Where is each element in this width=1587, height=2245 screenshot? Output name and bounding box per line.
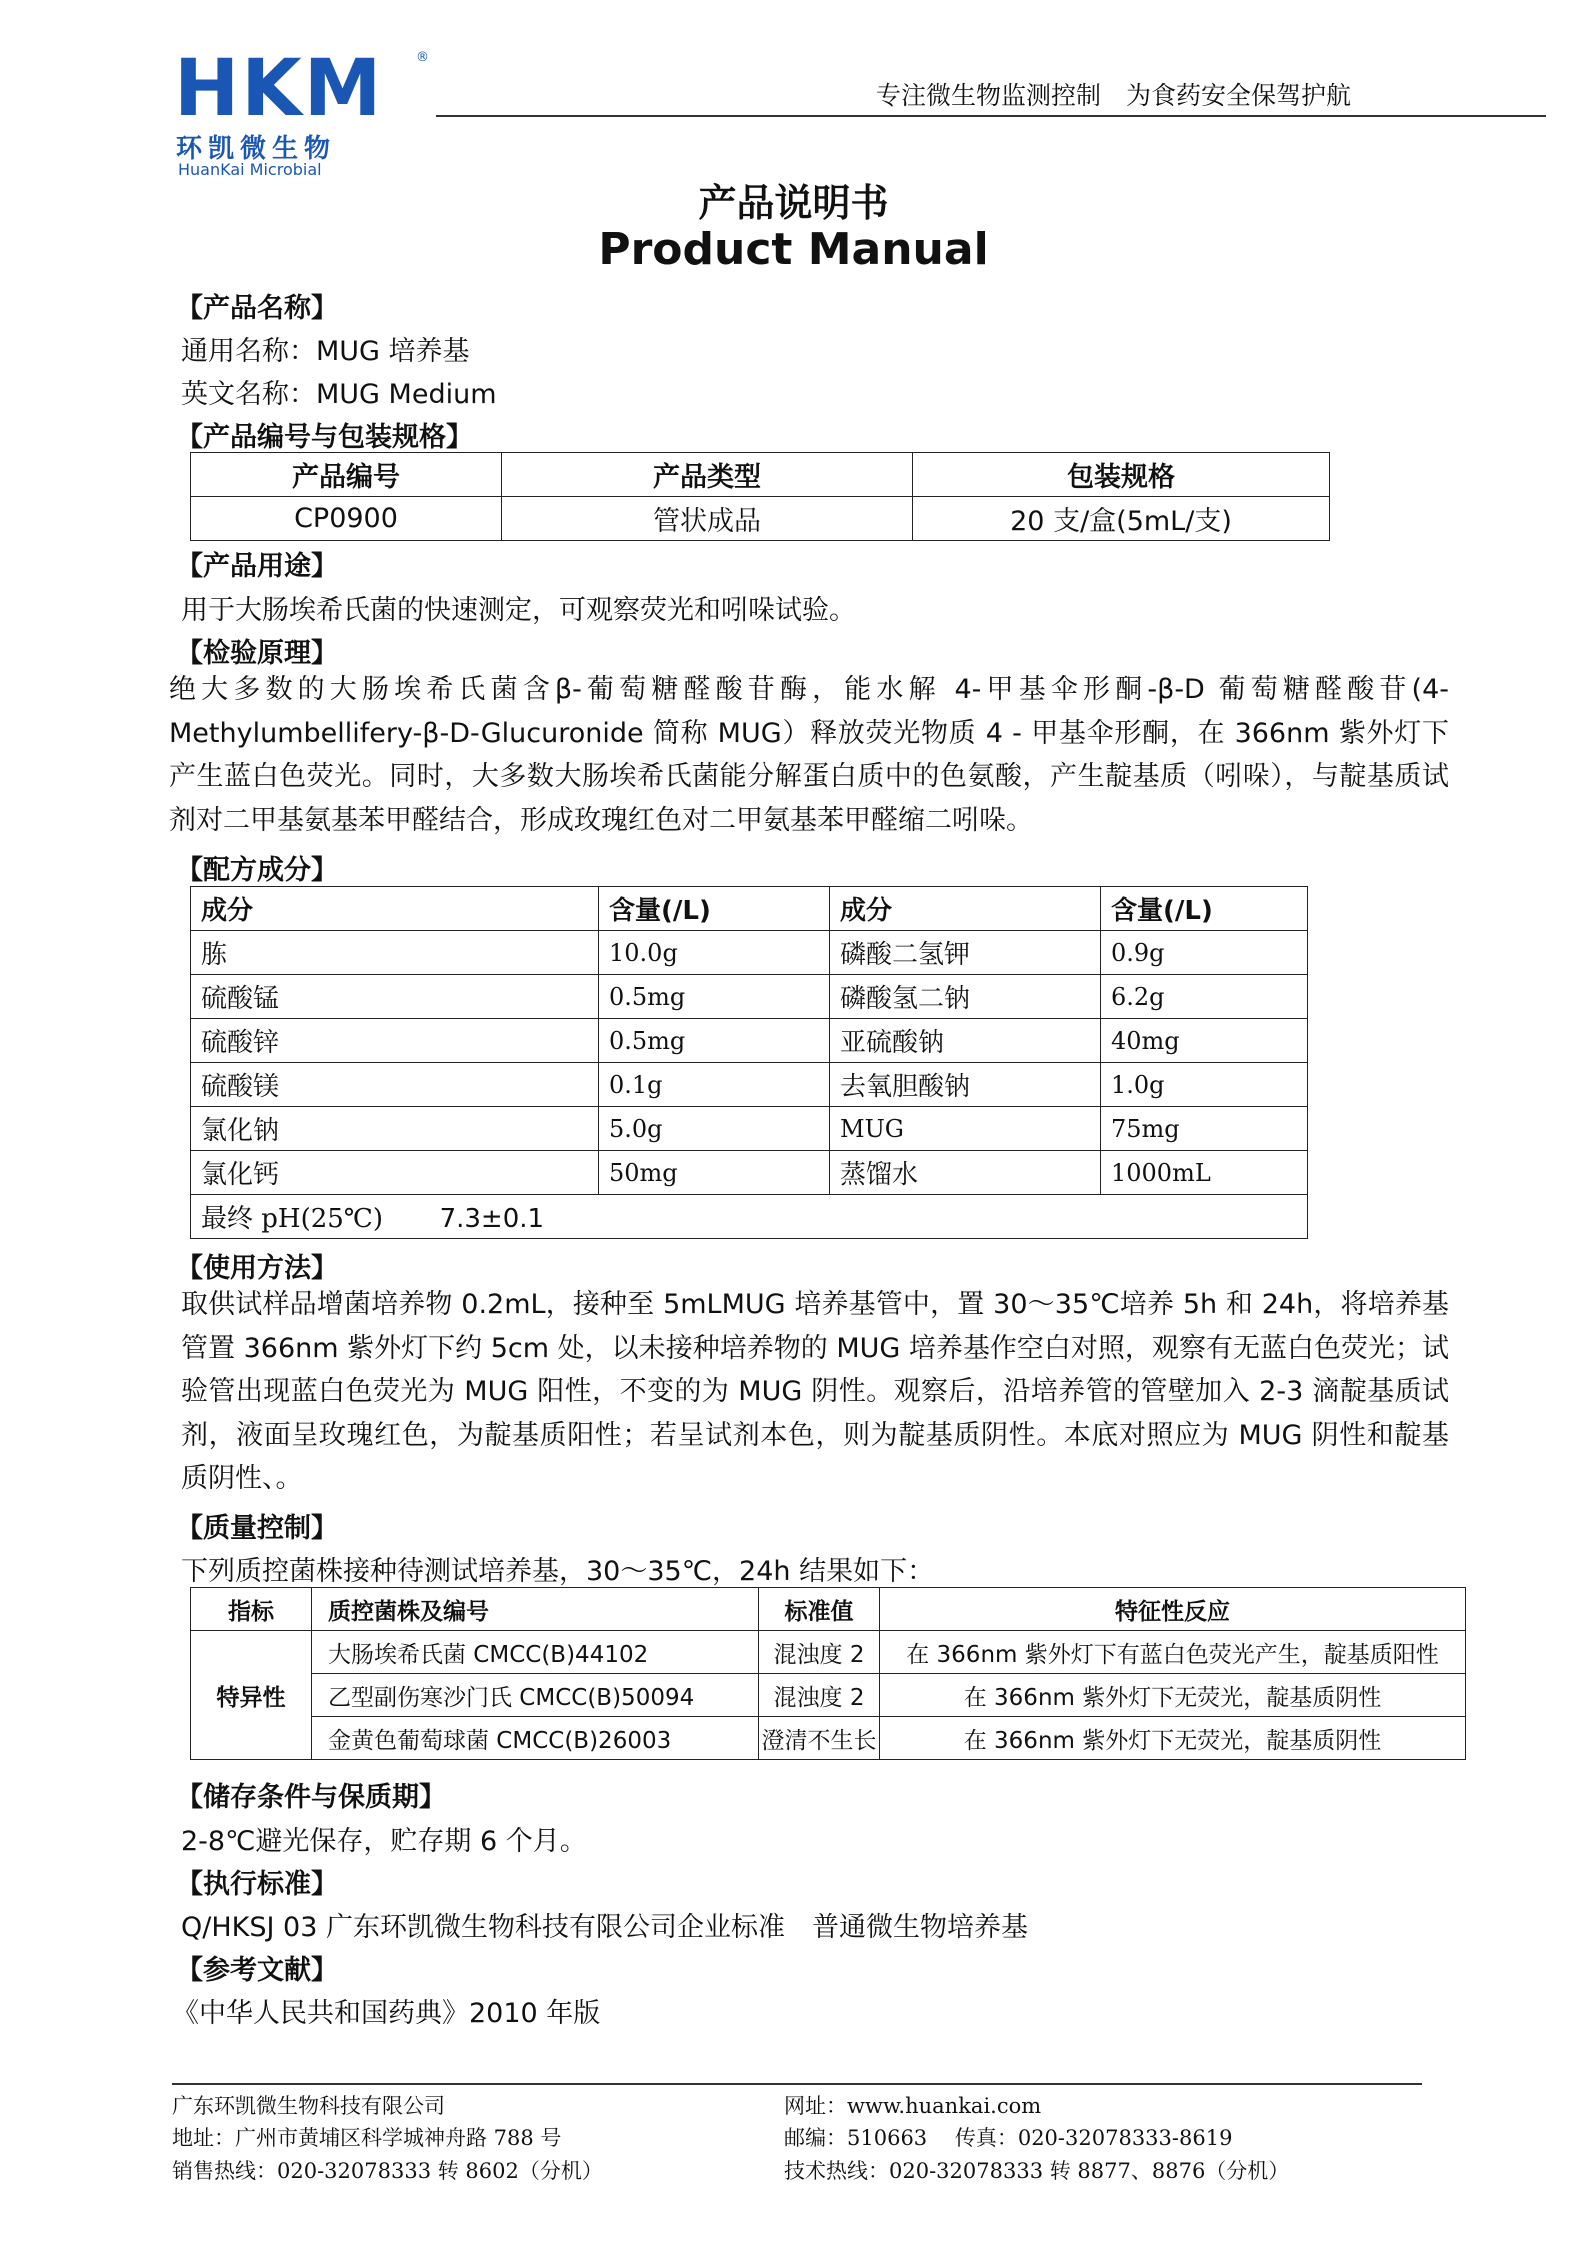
table-cell: 管状成品 xyxy=(502,497,913,541)
table-row xyxy=(191,497,1330,541)
table-cell: 蒸馏水 xyxy=(830,1151,1101,1195)
table-cell: 在 366nm 紫外灯下无荧光，靛基质阴性 xyxy=(880,1674,1466,1717)
footer-sales-hotline: 销售热线：020-32078333 转 8602（分机） xyxy=(172,2159,603,2183)
table-header-cell: 产品编号 xyxy=(191,453,502,497)
standard-text: Q/HKSJ 03 广东环凯微生物科技有限公司企业标准 普通微生物培养基 xyxy=(181,1912,1028,1943)
section-heading-reference: 【参考文献】 xyxy=(176,1955,338,1986)
table-row xyxy=(191,1019,1308,1063)
table-cell: 75mg xyxy=(1101,1107,1308,1151)
table-cell: 硫酸锰 xyxy=(191,975,599,1019)
qc-table xyxy=(190,1587,1466,1760)
table-cell: 亚硫酸钠 xyxy=(830,1019,1101,1063)
header-divider xyxy=(436,115,1546,117)
table-cell: 混浊度 2 xyxy=(759,1674,880,1717)
section-heading-principle: 【检验原理】 xyxy=(176,638,338,669)
logo-mark: HKM xyxy=(174,44,384,134)
ph-label: 最终 pH(25℃) xyxy=(201,1204,384,1234)
section-heading-storage: 【储存条件与保质期】 xyxy=(176,1782,446,1813)
qc-group-label: 特异性 xyxy=(191,1631,312,1760)
table-row xyxy=(191,1631,1466,1674)
table-cell: 硫酸锌 xyxy=(191,1019,599,1063)
section-heading-name: 【产品名称】 xyxy=(176,293,338,324)
table-row xyxy=(191,1151,1308,1195)
table-header-cell: 特征性反应 xyxy=(880,1588,1466,1631)
table-row xyxy=(191,975,1308,1019)
storage-text: 2-8℃避光保存，贮存期 6 个月。 xyxy=(181,1826,587,1857)
table-header-cell: 成分 xyxy=(191,887,599,931)
logo-chinese-name: 环凯微生物 xyxy=(176,134,337,164)
footer-company: 广东环凯微生物科技有限公司 xyxy=(172,2094,445,2118)
table-cell: 大肠埃希氏菌 CMCC(B)44102 xyxy=(312,1631,759,1674)
table-cell: 澄清不生长 xyxy=(759,1717,880,1760)
principle-text: 绝大多数的大肠埃希氏菌含β-葡萄糖醛酸苷酶，能水解 4-甲基伞形酮-β-D 葡萄糖醛酸苷(4-Methylumbellifery-β-D-Glucuronide 简称 MUG）释放荧光物质 4 - 甲基伞形酮，在 366nm 紫外灯下产生蓝白色荧光。同时，大多数大肠埃希氏菌能分解蛋白质中的色氨酸，产生靛基质（吲哚），与靛基质试剂对二甲基氨基苯甲醛结合，形成玫瑰红色对二甲氨基苯甲醛缩二吲哚。 xyxy=(169,674,1449,836)
table-header-cell: 包装规格 xyxy=(913,453,1330,497)
table-cell: 1000mL xyxy=(1101,1151,1308,1195)
ph-cell xyxy=(191,1195,1308,1239)
table-cell: 在 366nm 紫外灯下无荧光，靛基质阴性 xyxy=(880,1717,1466,1760)
section-heading-spec: 【产品编号与包装规格】 xyxy=(176,422,473,453)
table-row xyxy=(191,931,1308,975)
table-header-cell: 标准值 xyxy=(759,1588,880,1631)
table-header-cell: 成分 xyxy=(830,887,1101,931)
reference-text: 《中华人民共和国药典》2010 年版 xyxy=(172,1998,601,2029)
table-cell: 磷酸二氢钾 xyxy=(830,931,1101,975)
page-title-en: Product Manual xyxy=(598,224,989,275)
section-heading-method: 【使用方法】 xyxy=(176,1253,338,1284)
footer-address: 地址：广州市黄埔区科学城神舟路 788 号 xyxy=(172,2126,562,2150)
table-cell: 氯化钠 xyxy=(191,1107,599,1151)
table-header-cell: 质控菌株及编号 xyxy=(312,1588,759,1631)
footer-website: 网址：www.huankai.com xyxy=(784,2094,1042,2118)
table-cell: 混浊度 2 xyxy=(759,1631,880,1674)
table-row xyxy=(191,1195,1308,1239)
table-header-cell: 产品类型 xyxy=(502,453,913,497)
table-cell: 0.5mg xyxy=(599,1019,830,1063)
english-name: 英文名称：MUG Medium xyxy=(181,379,497,410)
ph-value: 7.3±0.1 xyxy=(439,1204,545,1234)
slogan: 专注微生物监测控制 为食药安全保驾护航 xyxy=(876,81,1352,110)
table-cell: 金黄色葡萄球菌 CMCC(B)26003 xyxy=(312,1717,759,1760)
table-row xyxy=(191,1063,1308,1107)
table-cell: 乙型副伤寒沙门氏 CMCC(B)50094 xyxy=(312,1674,759,1717)
footer-tech-hotline: 技术热线：020-32078333 转 8877、8876（分机） xyxy=(784,2159,1290,2183)
formula-table xyxy=(190,886,1308,1239)
table-cell: 氯化钙 xyxy=(191,1151,599,1195)
table-cell: 6.2g xyxy=(1101,975,1308,1019)
common-name: 通用名称：MUG 培养基 xyxy=(181,336,470,367)
page-title-cn: 产品说明书 xyxy=(698,181,889,225)
section-heading-qc: 【质量控制】 xyxy=(176,1513,338,1544)
table-header-row xyxy=(191,1588,1466,1631)
qc-intro: 下列质控菌株接种待测试培养基，30～35℃，24h 结果如下： xyxy=(181,1556,935,1587)
table-cell: 50mg xyxy=(599,1151,830,1195)
table-cell: 胨 xyxy=(191,931,599,975)
table-header-row xyxy=(191,887,1308,931)
section-heading-standard: 【执行标准】 xyxy=(176,1869,338,1900)
table-cell: 0.1g xyxy=(599,1063,830,1107)
table-cell: 20 支/盒(5mL/支) xyxy=(913,497,1330,541)
table-row xyxy=(191,1717,1466,1760)
table-cell: 10.0g xyxy=(599,931,830,975)
table-header-cell: 含量(/L) xyxy=(599,887,830,931)
registered-mark: ® xyxy=(416,50,429,65)
table-cell: 硫酸镁 xyxy=(191,1063,599,1107)
section-heading-usage: 【产品用途】 xyxy=(176,551,338,582)
table-header-row xyxy=(191,453,1330,497)
table-cell: CP0900 xyxy=(191,497,502,541)
table-cell: 0.9g xyxy=(1101,931,1308,975)
table-cell: 去氧胆酸钠 xyxy=(830,1063,1101,1107)
section-heading-formula: 【配方成分】 xyxy=(176,855,338,886)
company-logo xyxy=(174,44,436,179)
table-cell: 0.5mg xyxy=(599,975,830,1019)
method-text: 取供试样品增菌培养物 0.2mL，接种至 5mLMUG 培养基管中，置 30～35℃培养 5h 和 24h，将培养基管置 366nm 紫外灯下约 5cm 处，以未接种培养物的 MUG 培养基作空白对照，观察有无蓝白色荧光；试验管出现蓝白色荧光为 MUG 阳性，不变的为 MUG 阴性。观察后，沿培养管的管壁加入 2-3 滴靛基质试剂，液面呈玫瑰红色，为靛基质阳性；若呈试剂本色，则为靛基质阴性。本底对照应为 MUG 阴性和靛基质阴性、。 xyxy=(181,1289,1449,1494)
table-cell: 在 366nm 紫外灯下有蓝白色荧光产生，靛基质阳性 xyxy=(880,1631,1466,1674)
table-header-cell: 含量(/L) xyxy=(1101,887,1308,931)
table-cell: 5.0g xyxy=(599,1107,830,1151)
table-cell: MUG xyxy=(830,1107,1101,1151)
footer-divider xyxy=(172,2083,1422,2085)
table-cell: 1.0g xyxy=(1101,1063,1308,1107)
table-row xyxy=(191,1674,1466,1717)
table-cell: 磷酸氢二钠 xyxy=(830,975,1101,1019)
footer-postcode-fax: 邮编：510663 传真：020-32078333-8619 xyxy=(784,2126,1233,2150)
table-row xyxy=(191,1107,1308,1151)
spec-table xyxy=(190,452,1330,541)
usage-text: 用于大肠埃希氏菌的快速测定，可观察荧光和吲哚试验。 xyxy=(181,595,856,626)
logo-english-name: HuanKai Microbial xyxy=(178,160,322,179)
table-cell: 40mg xyxy=(1101,1019,1308,1063)
table-header-cell: 指标 xyxy=(191,1588,312,1631)
